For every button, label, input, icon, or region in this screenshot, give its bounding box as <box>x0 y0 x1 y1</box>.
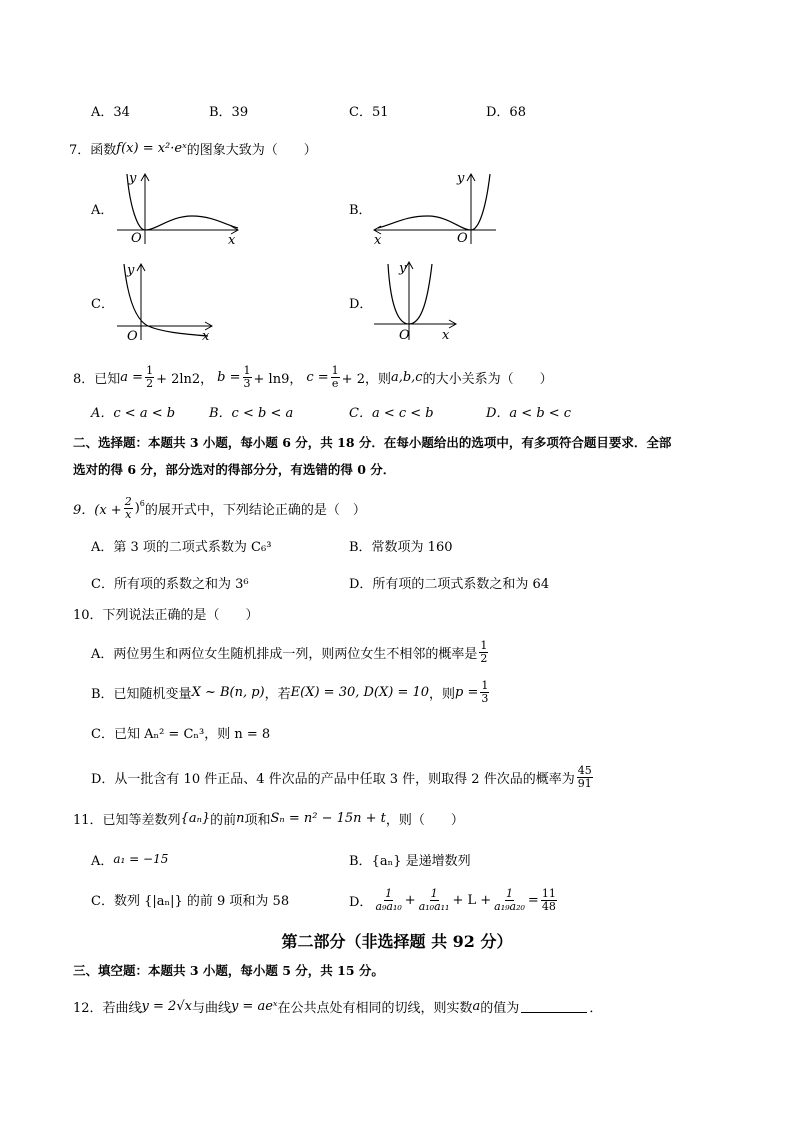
q9-exponent: 6 <box>139 498 145 508</box>
q11-sn: Sₙ = n² − 15n + t <box>270 810 386 826</box>
q7-function: f(x) = x²·eˣ <box>116 140 187 156</box>
q11-seq: {aₙ} <box>180 810 211 826</box>
q10-b-p: p = <box>455 684 479 700</box>
q10-b-fraction: $\frac{1}{3}$ <box>481 678 489 705</box>
q10-option-a <box>91 637 490 667</box>
q6-option-a: A．34 <box>91 105 130 120</box>
q11-d-result: $\frac{11}{48}$ <box>541 886 556 913</box>
q8-option-d: D．a < b < c <box>486 406 572 421</box>
q6-option-c: C．51 <box>349 105 389 120</box>
q6-option-d: D．68 <box>486 105 526 120</box>
q8-suffix: 的大小关系为（ ） <box>422 371 553 387</box>
q7d-x-label: x <box>442 328 450 342</box>
q11-option-d <box>349 880 559 920</box>
q11-d-label: D． <box>349 894 373 910</box>
q8-c-fraction: $\frac{1}{e}$ <box>331 363 339 390</box>
q7b-x-label: x <box>374 233 382 246</box>
q10-d-fraction: $\frac{45}{91}$ <box>577 763 592 790</box>
q10-b-text3: ，则 <box>429 686 456 702</box>
q10-b-text1: B．已知随机变量 <box>91 686 192 702</box>
q7-graph-b <box>366 168 506 246</box>
q11-d-fraction2: $\frac{1}{\text{a₁₀a₁₁}}$ <box>418 886 450 913</box>
q9-option-d: D．所有项的二项式系数之和为 64 <box>349 577 550 592</box>
q11-d-fraction3: $\frac{1}{\text{a₁₉a₂₀}}$ <box>494 886 525 913</box>
q7d-y-label: y <box>399 261 407 276</box>
q7-label-a: A． <box>91 203 114 218</box>
q10-b-math2: E(X) = 30, D(X) = 10 <box>290 684 430 700</box>
q9-fraction: $\frac{2}{x}$ <box>124 494 132 521</box>
q9-option-c: C．所有项的系数之和为 3⁶ <box>91 577 249 592</box>
q12-prefix: 12．若曲线 <box>73 1000 142 1016</box>
q12-mid: 与曲线 <box>191 1000 231 1016</box>
q11-stem <box>73 809 464 827</box>
q8-c-lhs: c = <box>306 369 329 385</box>
q12-var: a <box>472 998 481 1014</box>
q8-option-a: A．c < a < b <box>91 406 176 421</box>
q7b-y-label: y <box>457 171 465 186</box>
q7a-y-label: y <box>129 171 137 186</box>
q7c-origin: O <box>127 329 138 342</box>
q7-graph-a <box>112 168 252 246</box>
q12-mid2: 在公共点处有相同的切线，则实数 <box>277 1000 473 1016</box>
q9-prefix: 9．(x + <box>73 502 122 518</box>
q7-graph-d <box>366 258 466 342</box>
q7-label-c: C． <box>91 297 114 312</box>
q12-stem <box>73 996 602 1016</box>
q7-graph-c <box>112 260 222 342</box>
q8-c-rest: + 2，则 <box>341 371 391 387</box>
q11-b-text: {aₙ} 是递增数列 <box>371 853 471 869</box>
q6-option-b: B．39 <box>209 105 249 120</box>
q11-option-c: C．数列 {|aₙ|} 的前 9 项和为 58 <box>91 894 290 909</box>
q7d-origin: O <box>399 328 410 342</box>
q11-d-plus: + <box>404 892 416 908</box>
section2-line2: 选对的得 6 分，部分选对的得部分分，有选错的得 0 分． <box>73 462 396 477</box>
q8-stem <box>73 359 553 395</box>
q10-a-text: A．两位男生和两位女生随机排成一列，则两位女生不相邻的概率是 <box>91 646 478 662</box>
q10-b-text2: ，若 <box>264 686 291 702</box>
q8-vars: a,b,c <box>390 369 423 385</box>
q11-n: n <box>236 810 245 826</box>
q10-a-fraction: $\frac{1}{2}$ <box>480 638 488 665</box>
q10-b-math: X ~ B(n, p) <box>191 684 265 700</box>
q7-label-b: B． <box>349 203 372 218</box>
q8-b-lhs: b = <box>217 369 241 385</box>
q11-option-a <box>91 850 168 868</box>
section2-line1: 二、选择题：本题共 3 小题，每小题 6 分，共 18 分．在每小题给出的选项中，有多项符合题目要求．全部 <box>73 435 672 450</box>
q7c-x-label: x <box>202 329 210 342</box>
q9-suffix: 的展开式中，下列结论正确的是（ ） <box>144 502 366 518</box>
q12-answer-blank[interactable] <box>521 1000 587 1013</box>
q10-stem: 10．下列说法正确的是（ ） <box>73 608 259 623</box>
q9-option-b: B．常数项为 160 <box>349 540 453 555</box>
q9-close-paren: ) <box>134 500 140 516</box>
q10-option-c: C．已知 Aₙ² = Cₙ³，则 n = 8 <box>91 727 271 742</box>
q7c-y-label: y <box>127 263 135 278</box>
q7b-origin: O <box>457 231 468 246</box>
q8-prefix: 8．已知 <box>73 371 121 387</box>
q11-suffix: ，则（ ） <box>385 812 464 828</box>
q7-stem-prefix: 7．函数 <box>69 142 117 158</box>
q10-option-b <box>91 677 491 707</box>
q8-b-fraction: $\frac{1}{3}$ <box>243 363 251 390</box>
q11-a-label: A． <box>91 853 114 869</box>
q8-a-rest: + 2ln2， <box>156 371 214 387</box>
q10-d-text: D．从一批含有 10 件正品、4 件次品的产品中任取 3 件，则取得 2 件次品的概率为 <box>91 771 575 787</box>
q11-b-label: B． <box>349 853 372 869</box>
q8-a-fraction: $\frac{1}{2}$ <box>146 363 154 390</box>
q7-label-d: D． <box>349 297 373 312</box>
q9-stem <box>73 490 366 526</box>
q7-stem-suffix: 的图象大致为（ ） <box>186 142 317 158</box>
q12-curve2: y = aeˣ <box>230 998 278 1014</box>
q11-d-dots: + L + <box>452 892 492 908</box>
q12-period: ． <box>589 1000 603 1016</box>
q8-a-lhs: a = <box>120 369 144 385</box>
q12-suffix: 的值为 <box>480 1000 520 1016</box>
q11-prefix: 11．已知等差数列 <box>73 812 181 828</box>
q8-option-c: C．a < c < b <box>349 406 434 421</box>
section3-line: 三、填空题：本题共 3 小题，每小题 5 分，共 15 分。 <box>73 963 384 978</box>
q11-option-b <box>349 850 471 868</box>
q11-d-fraction1: $\frac{1}{\text{a₉a₁₀}}$ <box>375 886 402 913</box>
q7a-origin: O <box>131 231 142 246</box>
q11-mid: 的前 <box>210 812 237 828</box>
q7a-x-label: x <box>228 233 236 246</box>
q8-option-b: B．c < b < a <box>209 406 294 421</box>
part2-title: 第二部分（非选择题 共 92 分） <box>281 932 513 951</box>
q10-option-d <box>91 760 595 794</box>
q12-curve1: y = 2√x <box>141 998 192 1014</box>
q9-option-a: A．第 3 项的二项式系数为 C₆³ <box>91 540 272 555</box>
q8-b-rest: + ln9， <box>253 371 303 387</box>
q7-stem <box>69 140 317 156</box>
q11-d-eq: = <box>527 892 539 908</box>
q11-a-math: a₁ = −15 <box>113 852 169 866</box>
q11-mid2: 项和 <box>244 812 271 828</box>
